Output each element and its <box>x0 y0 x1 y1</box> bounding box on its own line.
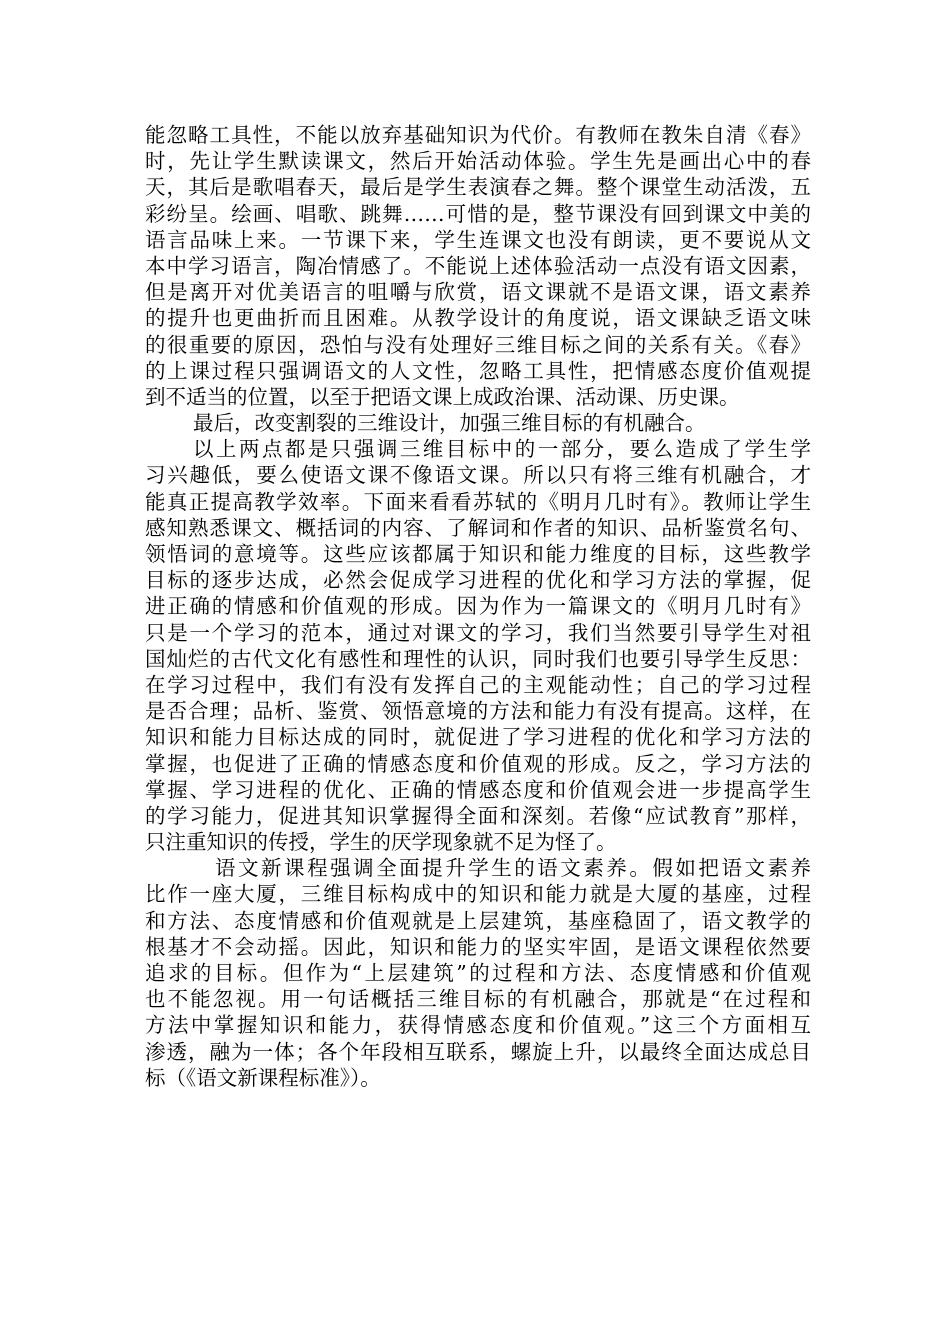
text-line: 但是离开对优美语言的咀嚼与欣赏，语文课就不是语文课，语文素养 <box>145 280 811 305</box>
text-line: 目标的逐步达成，必然会促成学习进程的优化和学习方法的掌握，促 <box>145 568 811 593</box>
text-line: 追求的目标。但作为“上层建筑”的过程和方法、态度情感和价值观 <box>145 961 811 985</box>
text-line: 国灿烂的古代文化有感性和理性的认识，同时我们也要引导学生反思： <box>145 646 811 671</box>
text-line: 最后，改变割裂的三维设计，加强三维目标的有机融合。 <box>193 411 706 436</box>
text-line: 掌握，也促进了正确的情感态度和价值观的形成。反之，学习方法的 <box>145 751 811 776</box>
text-line: 到不适当的位置，以至于把语文课上成政治课、活动课、历史课。 <box>145 384 740 409</box>
text-line: 彩纷呈。绘画、唱歌、跳舞……可惜的是，整节课没有回到课文中美的 <box>145 201 811 226</box>
text-line: 的提升也更曲折而且困难。从教学设计的角度说，语文课缺乏语文味 <box>145 306 811 331</box>
text-line: 习兴趣低，要么使语文课不像语文课。所以只有将三维有机融合，才 <box>145 463 811 488</box>
paragraph-p2 <box>145 410 811 436</box>
text-line: 的学习能力，促进其知识掌握得全面和深刻。若像“应试教育”那样， <box>145 803 811 828</box>
text-line: 天，其后是歌唱春天，最后是学生表演春之舞。整个课堂生动活泼，五 <box>145 175 811 200</box>
text-line: 是否合理；品析、鉴赏、领悟意境的方法和能力有没有提高。这样，在 <box>145 699 811 724</box>
text-line: 根基才不会动摇。因此，知识和能力的坚实牢固，是语文课程依然要 <box>145 934 811 959</box>
text-line: 在学习过程中，我们有没有发挥自己的主观能动性；自己的学习过程 <box>145 672 811 697</box>
text-line: 只注重知识的传授，学生的厌学现象就不足为怪了。 <box>145 830 617 855</box>
text-line: 语言品味上来。一节课下来，学生连课文也没有朗读，更不要说从文 <box>145 227 811 252</box>
text-line: 只是一个学习的范本，通过对课文的学习，我们当然要引导学生对祖 <box>145 620 811 645</box>
text-line: 也不能忽视。用一句话概括三维目标的有机融合，那就是“在过程和 <box>145 987 811 1012</box>
text-line: 感知熟悉课文、概括词的内容、了解词和作者的知识、品析鉴赏名句、 <box>145 515 811 540</box>
document-body <box>145 122 811 1091</box>
text-line: 知识和能力目标达成的同时，就促进了学习进程的优化和学习方法的 <box>145 725 811 750</box>
text-line: 能真正提高教学效率。下面来看看苏轼的《明月几时有》。教师让学生 <box>145 489 811 514</box>
text-line: 的上课过程只强调语文的人文性，忽略工具性，把情感态度价值观提 <box>145 358 811 383</box>
text-line: 语文新课程强调全面提升学生的语文素养。假如把语文素养 <box>215 856 811 881</box>
text-line: 方法中掌握知识和能力，获得情感态度和价值观。”这三个方面相互 <box>145 1013 811 1038</box>
text-line: 领悟词的意境等。这些应该都属于知识和能力维度的目标，这些教学 <box>145 542 811 566</box>
text-line: 本中学习语言，陶冶情感了。不能说上述体验活动一点没有语文因素， <box>145 253 811 278</box>
text-line: 的很重要的原因，恐怕与没有处理好三维目标之间的关系有关。《春》 <box>145 332 811 357</box>
paragraph-p1 <box>145 122 811 410</box>
text-line: 和方法、态度情感和价值观就是上层建筑，基座稳固了，语文教学的 <box>145 908 811 933</box>
text-line: 进正确的情感和价值观的形成。因为作为一篇课文的《明月几时有》 <box>145 594 811 619</box>
text-line: 时，先让学生默读课文，然后开始活动体验。学生先是画出心中的春 <box>145 149 811 174</box>
text-line: 能忽略工具性，不能以放弃基础知识为代价。有教师在教朱自清《春》 <box>145 123 811 147</box>
text-line: 渗透，融为一体；各个年段相互联系，螺旋上升，以最终全面达成总目 <box>145 1039 811 1064</box>
paragraph-p4 <box>145 855 811 1091</box>
paragraph-p3 <box>145 436 811 855</box>
text-line: 比作一座大厦，三维目标构成中的知识和能力就是大厦的基座，过程 <box>145 882 811 907</box>
text-line: 掌握、学习进程的优化、正确的情感态度和价值观会进一步提高学生 <box>145 777 811 802</box>
text-line: 标（《语文新课程标准》）。 <box>145 1065 381 1090</box>
text-line: 以上两点都是只强调三维目标中的一部分，要么造成了学生学 <box>193 437 811 462</box>
